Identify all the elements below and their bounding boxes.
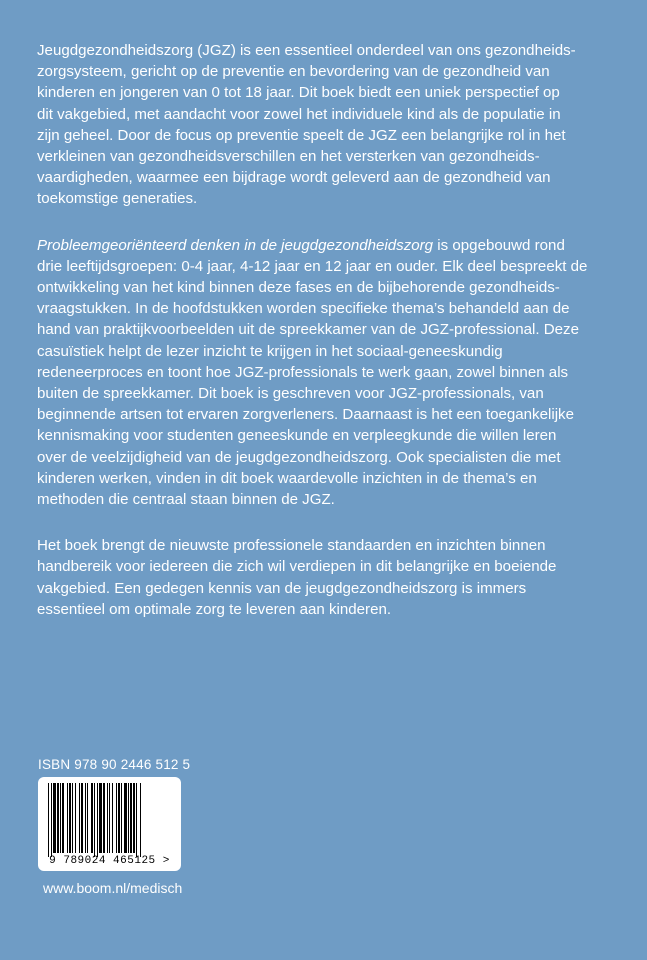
paragraph-structure — [37, 235, 613, 511]
barcode-digits: 9 789024 465125 > — [49, 855, 170, 867]
isbn-text: ISBN 978 90 2446 512 5 — [38, 757, 191, 772]
paragraph-intro: Jeugdgezondheidszorg (JGZ) is een essentieel onderdeel van ons gezondheids- zorgsysteem, gericht op de preventie en bevordering van de gezondheid van kinderen en jongeren van 0 tot 18 jaar. Dit boek biedt een uniek perspectief op dit vakgebied, met aandacht voor zowel het individuele kind als de populatie in zijn geheel. Door de focus op preventie speelt de JGZ een belangrijke rol in het verkleinen van gezondheidsverschillen en het versterken van gezondheids- vaardigheden, waarmee een bijdrage wordt geleverd aan de gezondheid van toekomstige generaties. — [37, 42, 576, 208]
barcode — [38, 777, 181, 871]
book-title: Probleemgeoriënteerd denken in de jeugdgezondheidszorg — [37, 236, 434, 254]
back-cover-text — [37, 40, 613, 645]
paragraph-structure-text: is opgebouwd rond drie leeftijdsgroepen: 0-4 jaar, 4-12 jaar en 12 jaar en ouder. Elk deel bespreekt de ontwikkeling van het kind binnen deze fases en de bijbehorende gezondheids- vraagstukken. In de hoofdstukken worden specifieke thema’s behandeld aan de hand van praktijkvoorbeelden uit de spreekkamer van de JGZ-professional. Deze casuïstiek helpt de lezer inzicht te krijgen in het sociaal-geneeskundig redeneerproces en toont hoe JGZ-professionals te werk gaan, zowel binnen als buiten de spreekkamer. Dit boek is geschreven voor JGZ-professionals, van beginnende artsen tot ervaren zorgverleners. Daarnaast is het een toegankelijke kennismaking voor studenten geneeskunde en verpleegkunde die willen leren over de veelzijdigheid van de jeugdgezondheidszorg. Ook specialisten die met kinderen werken, vinden in dit boek waardevolle inzichten in de thema’s en methoden die centraal staan binnen de JGZ. — [37, 236, 588, 509]
publisher-website: www.boom.nl/medisch — [43, 880, 183, 896]
paragraph-closing: Het boek brengt de nieuwste professionele standaarden en inzichten binnen handbereik voor iedereen die zich wil verdiepen in dit belangrijke en boeiende vakgebied. Een gedegen kennis van de jeugdgezondheidszorg is immers essentieel om optimale zorg te leveren aan kinderen. — [37, 537, 557, 618]
